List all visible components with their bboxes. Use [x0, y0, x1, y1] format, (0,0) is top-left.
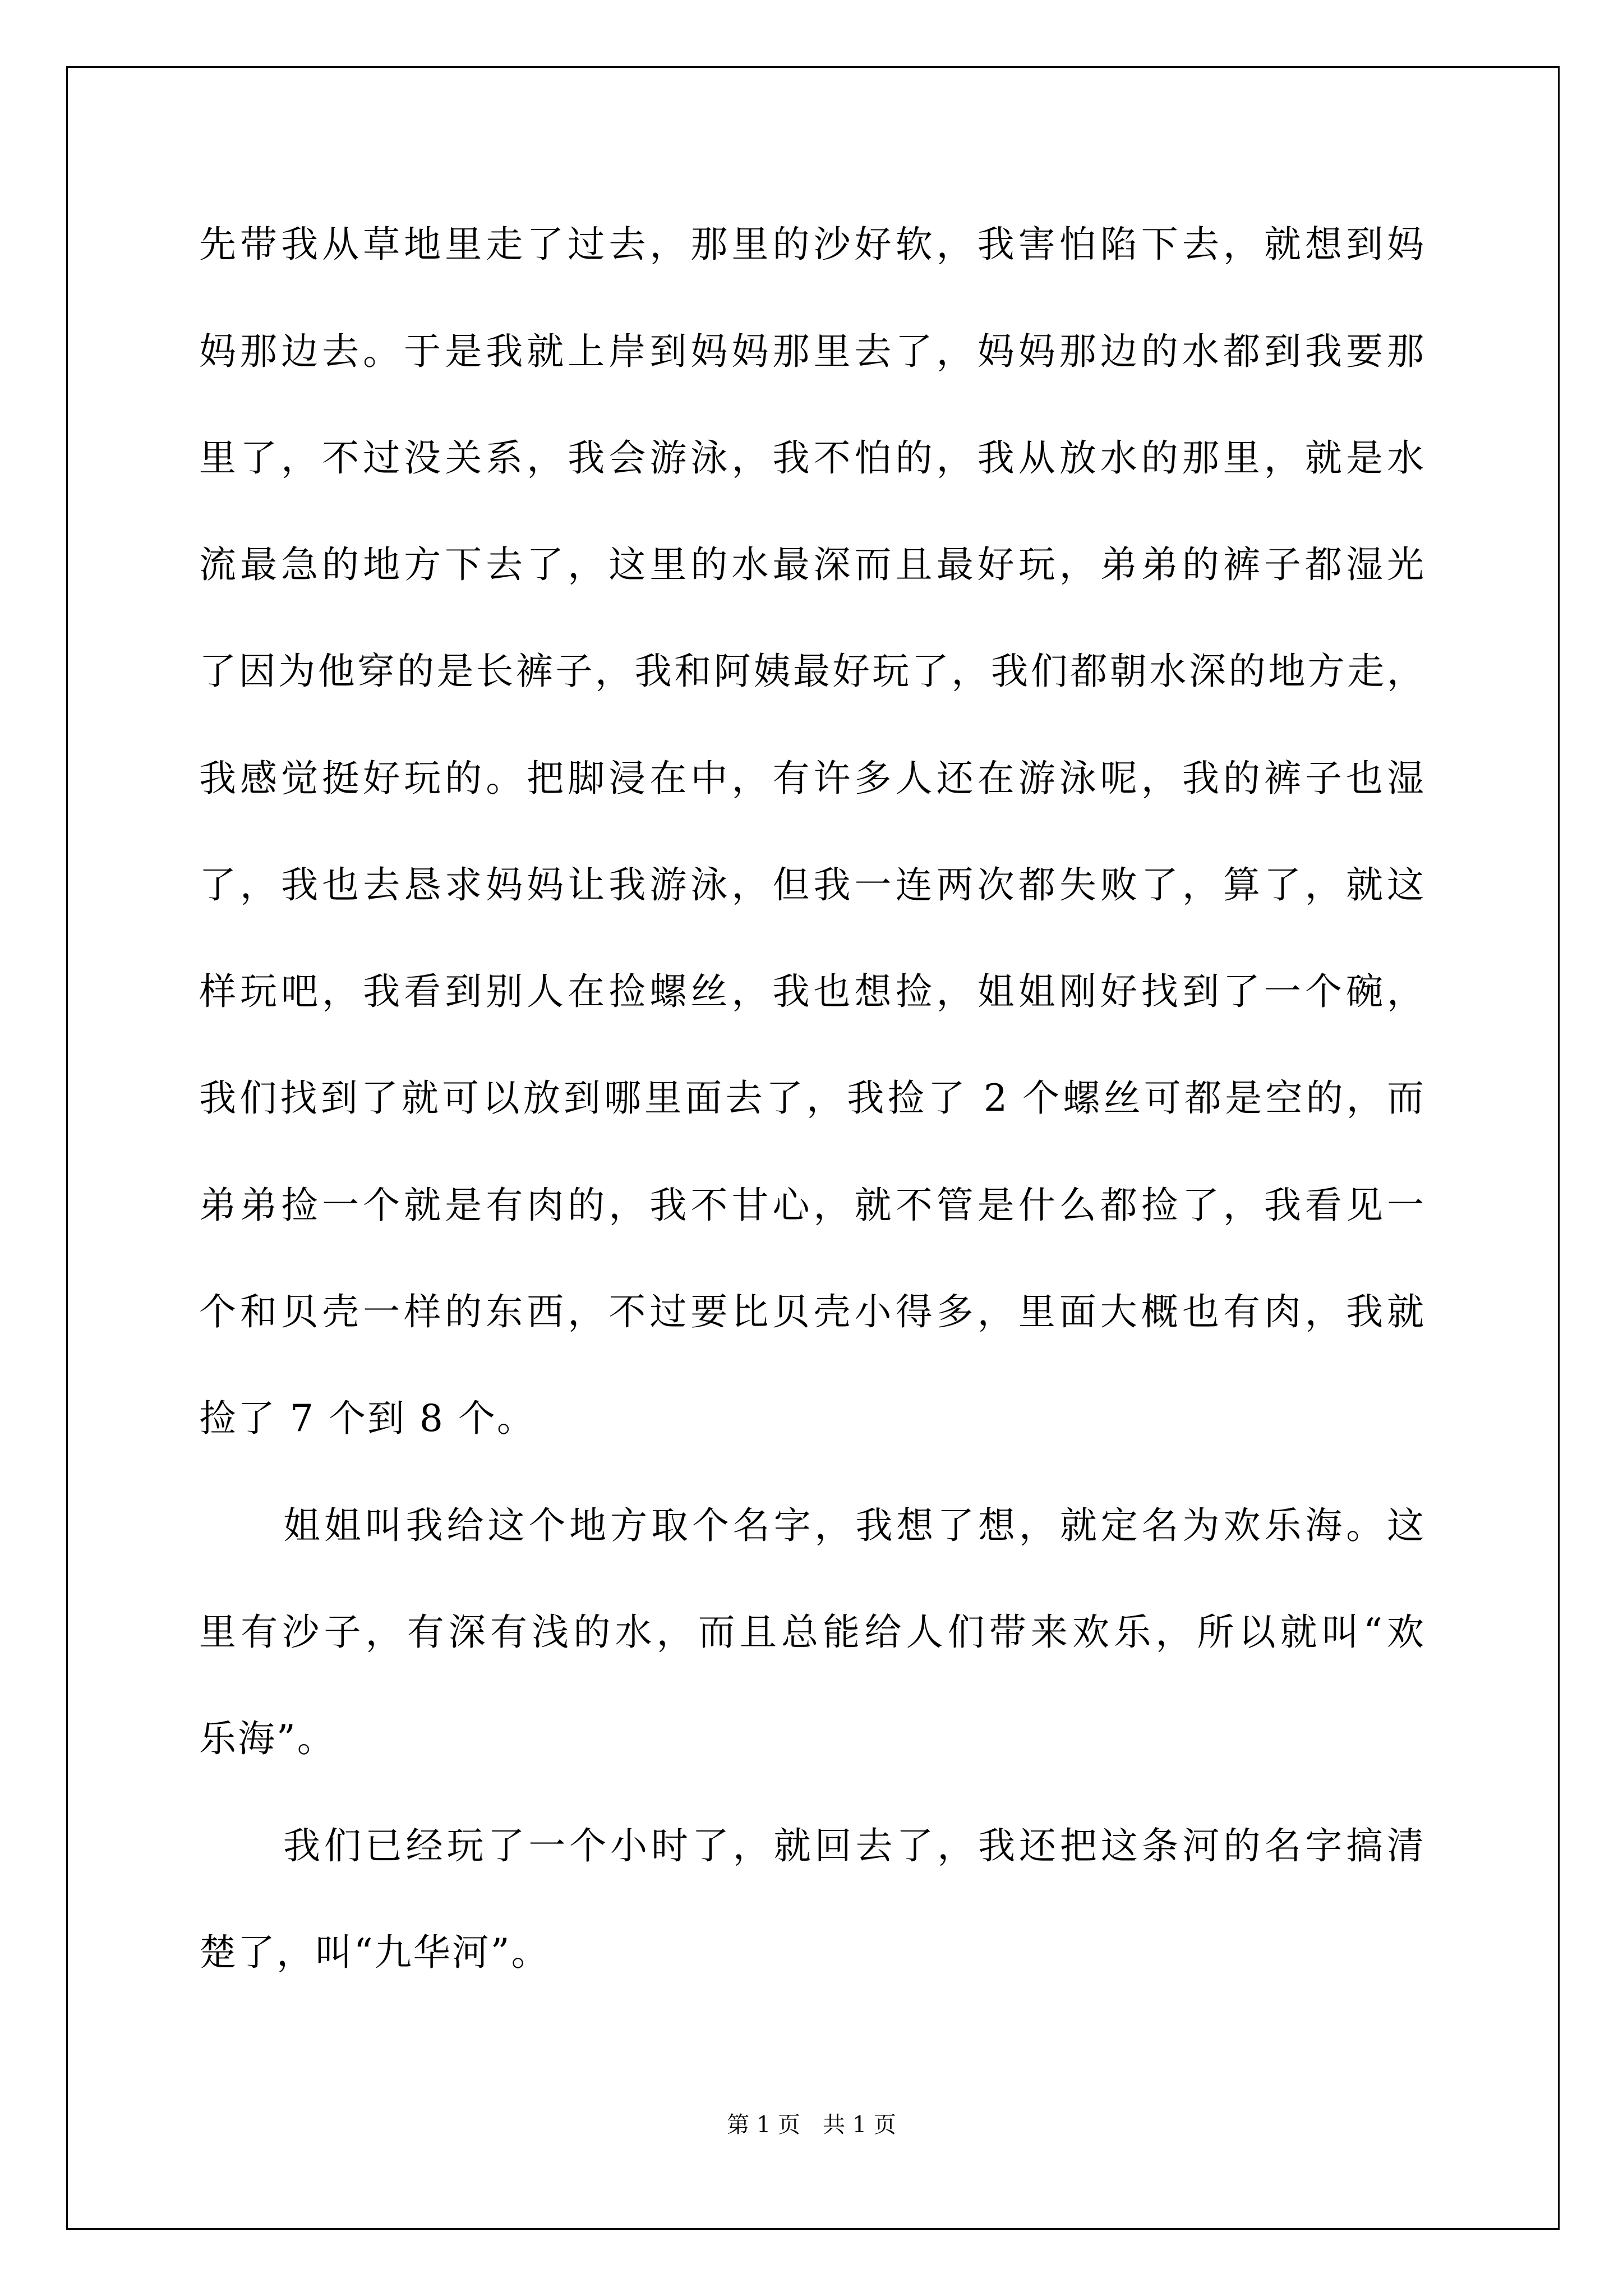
- paragraph-line: 我感觉挺好玩的。把脚浸在中，有许多人还在游泳呢，我的裤子也湿: [199, 757, 1424, 800]
- page-border: [66, 66, 1560, 2230]
- paragraph-line: 捡了 7 个到 8 个。: [199, 1397, 536, 1440]
- paragraph-line: 里有沙子，有深有浅的水，而且总能给人们带来欢乐，所以就叫“欢: [199, 1611, 1424, 1654]
- paragraph-line: 个和贝壳一样的东西，不过要比贝壳小得多，里面大概也有肉，我就: [199, 1290, 1424, 1333]
- paragraph-line: 了因为他穿的是长裤子，我和阿姨最好玩了，我们都朝水深的地方走，: [199, 650, 1424, 693]
- paragraph-line: 先带我从草地里走了过去，那里的沙好软，我害怕陷下去，就想到妈: [199, 223, 1424, 266]
- page-number-footer: 第 1 页 共 1 页: [727, 2112, 896, 2138]
- paragraph-line: 妈那边去。于是我就上岸到妈妈那里去了，妈妈那边的水都到我要那: [199, 330, 1424, 373]
- paragraph-line: 乐海”。: [199, 1717, 336, 1760]
- paragraph-line: 里了，不过没关系，我会游泳，我不怕的，我从放水的那里，就是水: [199, 436, 1424, 480]
- paragraph-line: 了，我也去恳求妈妈让我游泳，但我一连两次都失败了，算了，就这: [199, 863, 1424, 907]
- paragraph-line: 我们已经玩了一个小时了，就回去了，我还把这条河的名字搞清: [283, 1824, 1424, 1867]
- paragraph-line: 样玩吧，我看到别人在捡螺丝，我也想捡，姐姐刚好找到了一个碗，: [199, 970, 1424, 1013]
- paragraph-line: 流最急的地方下去了，这里的水最深而且最好玩，弟弟的裤子都湿光: [199, 543, 1424, 586]
- paragraph-line: 姐姐叫我给这个地方取个名字，我想了想，就定名为欢乐海。这: [283, 1504, 1424, 1547]
- paragraph-line: 弟弟捡一个就是有肉的，我不甘心，就不管是什么都捡了，我看见一: [199, 1184, 1424, 1227]
- paragraph-line: 楚了，叫“九华河”。: [199, 1931, 550, 1974]
- paragraph-line: 我们找到了就可以放到哪里面去了，我捡了 2 个螺丝可都是空的，而: [199, 1076, 1424, 1120]
